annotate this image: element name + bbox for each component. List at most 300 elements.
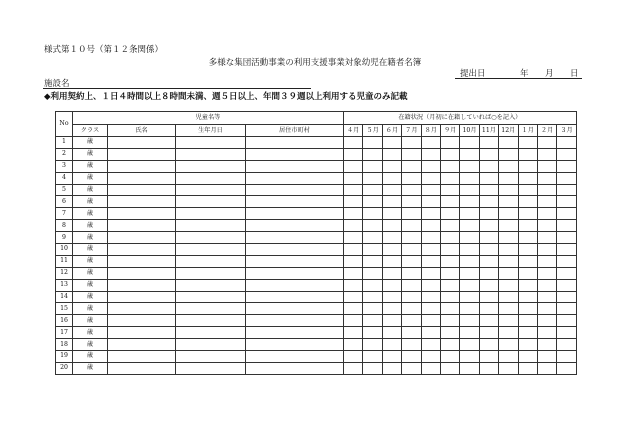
month-status-cell[interactable] xyxy=(557,196,576,208)
month-status-cell[interactable] xyxy=(537,220,556,232)
name-cell[interactable] xyxy=(108,172,176,184)
month-status-cell[interactable] xyxy=(344,255,363,267)
month-status-cell[interactable] xyxy=(363,148,382,160)
month-status-cell[interactable] xyxy=(537,351,556,363)
municipality-cell[interactable] xyxy=(246,291,344,303)
month-status-cell[interactable] xyxy=(537,137,556,149)
month-status-cell[interactable] xyxy=(421,244,440,256)
month-status-cell[interactable] xyxy=(499,303,518,315)
month-status-cell[interactable] xyxy=(557,148,576,160)
name-cell[interactable] xyxy=(108,148,176,160)
month-status-cell[interactable] xyxy=(402,255,421,267)
class-cell[interactable] xyxy=(73,339,108,351)
birthdate-cell[interactable] xyxy=(176,220,246,232)
month-status-cell[interactable] xyxy=(440,255,459,267)
month-status-cell[interactable] xyxy=(344,137,363,149)
month-status-cell[interactable] xyxy=(479,184,498,196)
name-cell[interactable] xyxy=(108,184,176,196)
month-status-cell[interactable] xyxy=(382,208,401,220)
month-status-cell[interactable] xyxy=(363,303,382,315)
municipality-cell[interactable] xyxy=(246,184,344,196)
month-status-cell[interactable] xyxy=(402,362,421,374)
month-status-cell[interactable] xyxy=(479,255,498,267)
month-status-cell[interactable] xyxy=(479,339,498,351)
municipality-cell[interactable] xyxy=(246,303,344,315)
month-status-cell[interactable] xyxy=(460,160,479,172)
class-cell[interactable] xyxy=(73,255,108,267)
municipality-cell[interactable] xyxy=(246,148,344,160)
month-status-cell[interactable] xyxy=(382,279,401,291)
month-status-cell[interactable] xyxy=(460,148,479,160)
month-status-cell[interactable] xyxy=(479,267,498,279)
month-status-cell[interactable] xyxy=(537,339,556,351)
month-status-cell[interactable] xyxy=(344,244,363,256)
month-status-cell[interactable] xyxy=(557,339,576,351)
month-status-cell[interactable] xyxy=(421,208,440,220)
month-status-cell[interactable] xyxy=(518,255,537,267)
class-cell[interactable] xyxy=(73,160,108,172)
month-status-cell[interactable] xyxy=(557,160,576,172)
month-status-cell[interactable] xyxy=(440,267,459,279)
class-cell[interactable] xyxy=(73,279,108,291)
month-status-cell[interactable] xyxy=(382,339,401,351)
class-cell[interactable] xyxy=(73,362,108,374)
month-status-cell[interactable] xyxy=(382,196,401,208)
name-cell[interactable] xyxy=(108,220,176,232)
municipality-cell[interactable] xyxy=(246,267,344,279)
month-status-cell[interactable] xyxy=(382,267,401,279)
month-status-cell[interactable] xyxy=(557,255,576,267)
birthdate-cell[interactable] xyxy=(176,137,246,149)
month-status-cell[interactable] xyxy=(402,232,421,244)
month-status-cell[interactable] xyxy=(421,184,440,196)
month-status-cell[interactable] xyxy=(382,172,401,184)
month-status-cell[interactable] xyxy=(557,362,576,374)
month-status-cell[interactable] xyxy=(537,362,556,374)
name-cell[interactable] xyxy=(108,315,176,327)
month-status-cell[interactable] xyxy=(499,196,518,208)
month-status-cell[interactable] xyxy=(557,244,576,256)
month-status-cell[interactable] xyxy=(537,315,556,327)
month-status-cell[interactable] xyxy=(363,208,382,220)
class-cell[interactable] xyxy=(73,303,108,315)
month-status-cell[interactable] xyxy=(479,137,498,149)
month-status-cell[interactable] xyxy=(557,315,576,327)
month-status-cell[interactable] xyxy=(363,279,382,291)
birthdate-cell[interactable] xyxy=(176,244,246,256)
month-status-cell[interactable] xyxy=(479,303,498,315)
month-status-cell[interactable] xyxy=(479,362,498,374)
municipality-cell[interactable] xyxy=(246,160,344,172)
birthdate-cell[interactable] xyxy=(176,351,246,363)
month-status-cell[interactable] xyxy=(460,137,479,149)
month-status-cell[interactable] xyxy=(382,291,401,303)
birthdate-cell[interactable] xyxy=(176,339,246,351)
month-status-cell[interactable] xyxy=(382,148,401,160)
month-status-cell[interactable] xyxy=(537,148,556,160)
month-status-cell[interactable] xyxy=(363,184,382,196)
name-cell[interactable] xyxy=(108,244,176,256)
month-status-cell[interactable] xyxy=(344,172,363,184)
month-status-cell[interactable] xyxy=(402,244,421,256)
month-status-cell[interactable] xyxy=(402,291,421,303)
month-status-cell[interactable] xyxy=(382,220,401,232)
month-status-cell[interactable] xyxy=(421,267,440,279)
month-status-cell[interactable] xyxy=(537,267,556,279)
month-status-cell[interactable] xyxy=(518,196,537,208)
month-status-cell[interactable] xyxy=(479,351,498,363)
class-cell[interactable] xyxy=(73,137,108,149)
month-status-cell[interactable] xyxy=(518,315,537,327)
month-status-cell[interactable] xyxy=(440,362,459,374)
month-status-cell[interactable] xyxy=(363,315,382,327)
month-status-cell[interactable] xyxy=(479,279,498,291)
month-status-cell[interactable] xyxy=(479,220,498,232)
month-status-cell[interactable] xyxy=(402,184,421,196)
month-status-cell[interactable] xyxy=(479,160,498,172)
municipality-cell[interactable] xyxy=(246,362,344,374)
month-status-cell[interactable] xyxy=(499,137,518,149)
month-status-cell[interactable] xyxy=(363,232,382,244)
month-status-cell[interactable] xyxy=(499,244,518,256)
month-status-cell[interactable] xyxy=(557,184,576,196)
month-status-cell[interactable] xyxy=(537,184,556,196)
month-status-cell[interactable] xyxy=(518,208,537,220)
month-status-cell[interactable] xyxy=(460,244,479,256)
birthdate-cell[interactable] xyxy=(176,148,246,160)
month-status-cell[interactable] xyxy=(421,351,440,363)
class-cell[interactable] xyxy=(73,244,108,256)
month-status-cell[interactable] xyxy=(557,291,576,303)
month-status-cell[interactable] xyxy=(421,220,440,232)
name-cell[interactable] xyxy=(108,327,176,339)
month-status-cell[interactable] xyxy=(499,232,518,244)
municipality-cell[interactable] xyxy=(246,279,344,291)
month-status-cell[interactable] xyxy=(421,196,440,208)
month-status-cell[interactable] xyxy=(557,137,576,149)
month-status-cell[interactable] xyxy=(402,220,421,232)
month-status-cell[interactable] xyxy=(557,303,576,315)
month-status-cell[interactable] xyxy=(499,148,518,160)
month-status-cell[interactable] xyxy=(537,255,556,267)
month-status-cell[interactable] xyxy=(518,327,537,339)
month-status-cell[interactable] xyxy=(440,184,459,196)
month-status-cell[interactable] xyxy=(402,137,421,149)
month-status-cell[interactable] xyxy=(344,220,363,232)
name-cell[interactable] xyxy=(108,339,176,351)
month-status-cell[interactable] xyxy=(344,303,363,315)
month-status-cell[interactable] xyxy=(344,160,363,172)
month-status-cell[interactable] xyxy=(557,172,576,184)
month-status-cell[interactable] xyxy=(518,184,537,196)
month-status-cell[interactable] xyxy=(499,362,518,374)
month-status-cell[interactable] xyxy=(402,279,421,291)
month-status-cell[interactable] xyxy=(421,137,440,149)
month-status-cell[interactable] xyxy=(499,255,518,267)
birthdate-cell[interactable] xyxy=(176,362,246,374)
class-cell[interactable] xyxy=(73,220,108,232)
month-status-cell[interactable] xyxy=(363,267,382,279)
month-status-cell[interactable] xyxy=(344,351,363,363)
month-status-cell[interactable] xyxy=(382,244,401,256)
municipality-cell[interactable] xyxy=(246,327,344,339)
month-status-cell[interactable] xyxy=(344,327,363,339)
birthdate-cell[interactable] xyxy=(176,232,246,244)
month-status-cell[interactable] xyxy=(402,303,421,315)
month-status-cell[interactable] xyxy=(537,208,556,220)
month-status-cell[interactable] xyxy=(440,303,459,315)
month-status-cell[interactable] xyxy=(363,362,382,374)
month-status-cell[interactable] xyxy=(499,160,518,172)
month-status-cell[interactable] xyxy=(460,184,479,196)
month-status-cell[interactable] xyxy=(402,351,421,363)
month-status-cell[interactable] xyxy=(518,232,537,244)
name-cell[interactable] xyxy=(108,160,176,172)
month-status-cell[interactable] xyxy=(557,267,576,279)
municipality-cell[interactable] xyxy=(246,220,344,232)
birthdate-cell[interactable] xyxy=(176,208,246,220)
month-status-cell[interactable] xyxy=(402,315,421,327)
birthdate-cell[interactable] xyxy=(176,279,246,291)
month-status-cell[interactable] xyxy=(460,291,479,303)
month-status-cell[interactable] xyxy=(382,255,401,267)
month-status-cell[interactable] xyxy=(557,327,576,339)
month-status-cell[interactable] xyxy=(440,279,459,291)
month-status-cell[interactable] xyxy=(421,327,440,339)
month-status-cell[interactable] xyxy=(460,196,479,208)
month-status-cell[interactable] xyxy=(421,279,440,291)
month-status-cell[interactable] xyxy=(518,160,537,172)
name-cell[interactable] xyxy=(108,208,176,220)
class-cell[interactable] xyxy=(73,184,108,196)
birthdate-cell[interactable] xyxy=(176,172,246,184)
month-status-cell[interactable] xyxy=(479,208,498,220)
month-status-cell[interactable] xyxy=(440,244,459,256)
birthdate-cell[interactable] xyxy=(176,315,246,327)
municipality-cell[interactable] xyxy=(246,208,344,220)
month-status-cell[interactable] xyxy=(344,148,363,160)
name-cell[interactable] xyxy=(108,351,176,363)
month-status-cell[interactable] xyxy=(440,339,459,351)
month-status-cell[interactable] xyxy=(479,148,498,160)
month-status-cell[interactable] xyxy=(460,232,479,244)
birthdate-cell[interactable] xyxy=(176,160,246,172)
class-cell[interactable] xyxy=(73,267,108,279)
birthdate-cell[interactable] xyxy=(176,196,246,208)
birthdate-cell[interactable] xyxy=(176,327,246,339)
month-status-cell[interactable] xyxy=(402,327,421,339)
month-status-cell[interactable] xyxy=(518,137,537,149)
month-status-cell[interactable] xyxy=(537,327,556,339)
municipality-cell[interactable] xyxy=(246,137,344,149)
birthdate-cell[interactable] xyxy=(176,303,246,315)
municipality-cell[interactable] xyxy=(246,339,344,351)
month-status-cell[interactable] xyxy=(382,160,401,172)
month-status-cell[interactable] xyxy=(460,172,479,184)
month-status-cell[interactable] xyxy=(460,220,479,232)
municipality-cell[interactable] xyxy=(246,244,344,256)
month-status-cell[interactable] xyxy=(440,351,459,363)
month-status-cell[interactable] xyxy=(382,232,401,244)
month-status-cell[interactable] xyxy=(440,148,459,160)
month-status-cell[interactable] xyxy=(363,351,382,363)
month-status-cell[interactable] xyxy=(499,184,518,196)
month-status-cell[interactable] xyxy=(402,267,421,279)
month-status-cell[interactable] xyxy=(421,255,440,267)
month-status-cell[interactable] xyxy=(537,196,556,208)
month-status-cell[interactable] xyxy=(537,279,556,291)
month-status-cell[interactable] xyxy=(402,196,421,208)
month-status-cell[interactable] xyxy=(479,196,498,208)
municipality-cell[interactable] xyxy=(246,172,344,184)
month-status-cell[interactable] xyxy=(460,351,479,363)
month-status-cell[interactable] xyxy=(460,279,479,291)
month-status-cell[interactable] xyxy=(382,184,401,196)
month-status-cell[interactable] xyxy=(440,137,459,149)
month-status-cell[interactable] xyxy=(460,303,479,315)
month-status-cell[interactable] xyxy=(344,184,363,196)
month-status-cell[interactable] xyxy=(363,244,382,256)
class-cell[interactable] xyxy=(73,351,108,363)
month-status-cell[interactable] xyxy=(440,315,459,327)
month-status-cell[interactable] xyxy=(344,362,363,374)
month-status-cell[interactable] xyxy=(518,279,537,291)
month-status-cell[interactable] xyxy=(344,339,363,351)
month-status-cell[interactable] xyxy=(402,172,421,184)
month-status-cell[interactable] xyxy=(344,279,363,291)
month-status-cell[interactable] xyxy=(440,172,459,184)
month-status-cell[interactable] xyxy=(440,160,459,172)
month-status-cell[interactable] xyxy=(382,327,401,339)
month-status-cell[interactable] xyxy=(402,339,421,351)
class-cell[interactable] xyxy=(73,148,108,160)
municipality-cell[interactable] xyxy=(246,351,344,363)
birthdate-cell[interactable] xyxy=(176,255,246,267)
month-status-cell[interactable] xyxy=(440,291,459,303)
month-status-cell[interactable] xyxy=(557,232,576,244)
month-status-cell[interactable] xyxy=(421,232,440,244)
class-cell[interactable] xyxy=(73,208,108,220)
month-status-cell[interactable] xyxy=(421,339,440,351)
name-cell[interactable] xyxy=(108,303,176,315)
month-status-cell[interactable] xyxy=(460,315,479,327)
class-cell[interactable] xyxy=(73,315,108,327)
birthdate-cell[interactable] xyxy=(176,267,246,279)
month-status-cell[interactable] xyxy=(382,303,401,315)
month-status-cell[interactable] xyxy=(363,172,382,184)
month-status-cell[interactable] xyxy=(363,291,382,303)
month-status-cell[interactable] xyxy=(421,315,440,327)
birthdate-cell[interactable] xyxy=(176,184,246,196)
month-status-cell[interactable] xyxy=(518,362,537,374)
month-status-cell[interactable] xyxy=(460,267,479,279)
name-cell[interactable] xyxy=(108,291,176,303)
month-status-cell[interactable] xyxy=(440,196,459,208)
month-status-cell[interactable] xyxy=(518,172,537,184)
month-status-cell[interactable] xyxy=(499,315,518,327)
month-status-cell[interactable] xyxy=(537,232,556,244)
month-status-cell[interactable] xyxy=(479,291,498,303)
municipality-cell[interactable] xyxy=(246,232,344,244)
name-cell[interactable] xyxy=(108,267,176,279)
month-status-cell[interactable] xyxy=(460,362,479,374)
month-status-cell[interactable] xyxy=(518,291,537,303)
month-status-cell[interactable] xyxy=(421,160,440,172)
month-status-cell[interactable] xyxy=(518,244,537,256)
month-status-cell[interactable] xyxy=(363,339,382,351)
month-status-cell[interactable] xyxy=(440,232,459,244)
month-status-cell[interactable] xyxy=(460,208,479,220)
month-status-cell[interactable] xyxy=(344,196,363,208)
month-status-cell[interactable] xyxy=(460,339,479,351)
month-status-cell[interactable] xyxy=(382,315,401,327)
month-status-cell[interactable] xyxy=(537,303,556,315)
month-status-cell[interactable] xyxy=(363,137,382,149)
month-status-cell[interactable] xyxy=(402,208,421,220)
month-status-cell[interactable] xyxy=(557,279,576,291)
month-status-cell[interactable] xyxy=(499,351,518,363)
month-status-cell[interactable] xyxy=(518,303,537,315)
name-cell[interactable] xyxy=(108,196,176,208)
class-cell[interactable] xyxy=(73,172,108,184)
month-status-cell[interactable] xyxy=(499,208,518,220)
month-status-cell[interactable] xyxy=(363,196,382,208)
month-status-cell[interactable] xyxy=(460,255,479,267)
month-status-cell[interactable] xyxy=(518,351,537,363)
month-status-cell[interactable] xyxy=(402,148,421,160)
name-cell[interactable] xyxy=(108,232,176,244)
name-cell[interactable] xyxy=(108,137,176,149)
name-cell[interactable] xyxy=(108,279,176,291)
month-status-cell[interactable] xyxy=(537,172,556,184)
month-status-cell[interactable] xyxy=(499,327,518,339)
month-status-cell[interactable] xyxy=(440,327,459,339)
municipality-cell[interactable] xyxy=(246,196,344,208)
month-status-cell[interactable] xyxy=(537,160,556,172)
month-status-cell[interactable] xyxy=(344,232,363,244)
month-status-cell[interactable] xyxy=(363,327,382,339)
month-status-cell[interactable] xyxy=(382,362,401,374)
month-status-cell[interactable] xyxy=(518,339,537,351)
month-status-cell[interactable] xyxy=(518,267,537,279)
month-status-cell[interactable] xyxy=(421,172,440,184)
month-status-cell[interactable] xyxy=(421,303,440,315)
month-status-cell[interactable] xyxy=(479,172,498,184)
month-status-cell[interactable] xyxy=(557,220,576,232)
month-status-cell[interactable] xyxy=(499,339,518,351)
class-cell[interactable] xyxy=(73,232,108,244)
month-status-cell[interactable] xyxy=(499,279,518,291)
municipality-cell[interactable] xyxy=(246,255,344,267)
month-status-cell[interactable] xyxy=(440,220,459,232)
month-status-cell[interactable] xyxy=(557,351,576,363)
month-status-cell[interactable] xyxy=(344,291,363,303)
month-status-cell[interactable] xyxy=(518,148,537,160)
month-status-cell[interactable] xyxy=(344,267,363,279)
class-cell[interactable] xyxy=(73,196,108,208)
class-cell[interactable] xyxy=(73,291,108,303)
month-status-cell[interactable] xyxy=(557,208,576,220)
month-status-cell[interactable] xyxy=(363,255,382,267)
month-status-cell[interactable] xyxy=(402,160,421,172)
name-cell[interactable] xyxy=(108,255,176,267)
month-status-cell[interactable] xyxy=(421,362,440,374)
month-status-cell[interactable] xyxy=(537,291,556,303)
month-status-cell[interactable] xyxy=(382,137,401,149)
month-status-cell[interactable] xyxy=(499,220,518,232)
month-status-cell[interactable] xyxy=(479,327,498,339)
month-status-cell[interactable] xyxy=(421,291,440,303)
